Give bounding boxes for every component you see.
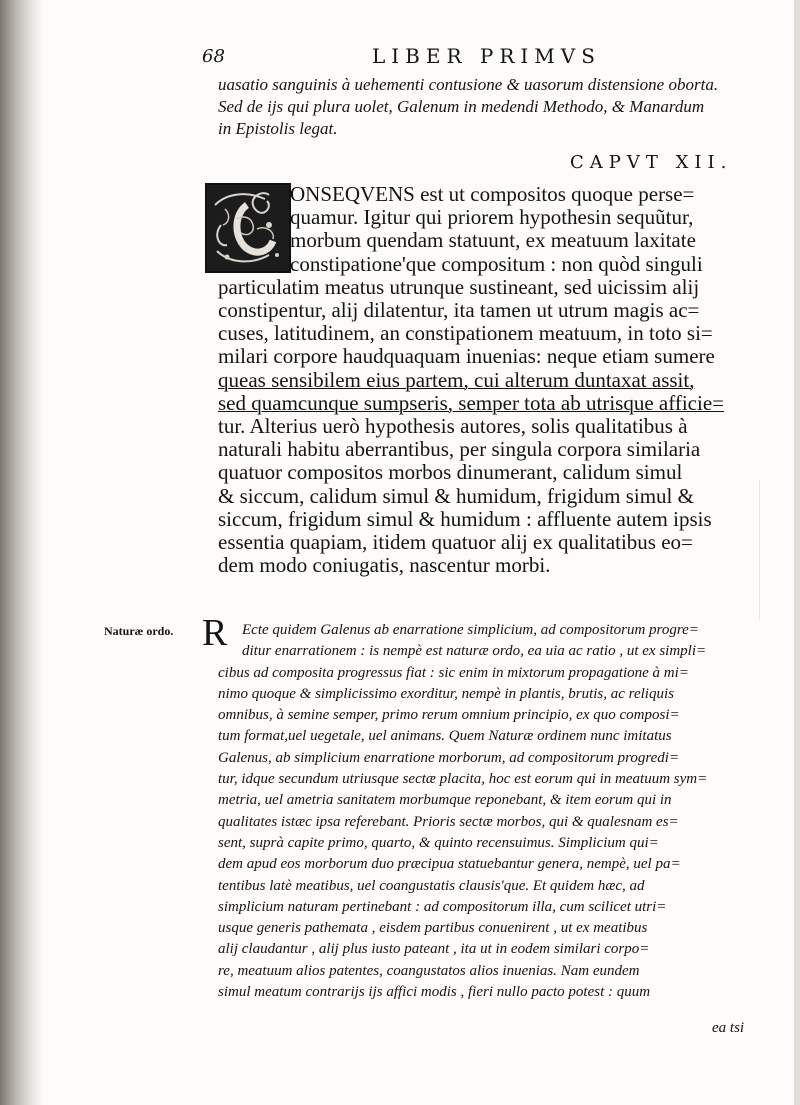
catchword: ea tsi bbox=[712, 1020, 745, 1036]
text-line: simul meatum contrarijs ijs affici modis , fieri nullo pacto potest : quum bbox=[218, 984, 651, 1001]
commentary-initial: R bbox=[202, 612, 228, 654]
text-line: cuses, latitudinem, an constipationem meatuum, in toto si= bbox=[218, 321, 713, 346]
text-line: nimo quoque & simplicissimo exorditur, nempè in plantis, brutis, ac reliquis bbox=[218, 685, 674, 702]
text-line: ONSEQVENS est ut compositos quoque perse= bbox=[290, 182, 695, 206]
underlined-text-line: queas sensibilem eius partem, cui alterum duntaxat assit, bbox=[218, 367, 695, 392]
text-line: sent, suprà capite primo, quarto, & quinto recensuimus. Simplicium qui= bbox=[218, 834, 659, 851]
show-through-shadow bbox=[120, 1040, 760, 1080]
text-line: Ecte quidem Galenus ab enarratione simplicium, ad compositorum progre= bbox=[242, 622, 699, 638]
page-header bbox=[0, 44, 800, 70]
text-line: tum format,uel uegetale, uel animans. Quem Naturæ ordinem nunc imitatus bbox=[218, 728, 672, 745]
text-line: simplicium naturam pertinebant : ad compositorum illa, cum scilicet utri= bbox=[218, 898, 667, 915]
binding-fold-shadow bbox=[0, 0, 42, 1105]
text-line: omnibus, à semine semper, primo rerum omnium principio, ex quo composi= bbox=[218, 707, 680, 724]
text-line: ditur enarrationem : is nempè est naturæ ordo, ea uia ac ratio , ut ex simpli= bbox=[242, 643, 707, 660]
text-line: in Epistolis legat. bbox=[218, 119, 338, 138]
chapter-body bbox=[218, 183, 770, 577]
text-line: tentibus latè meatibus, uel coangustatis clausis'que. Et quidem hæc, ad bbox=[218, 877, 645, 894]
text-line: milari corpore haudquaquam inuenias: neque etiam sumere bbox=[218, 344, 715, 369]
page-edge bbox=[794, 0, 800, 1105]
text-line: cibus ad composita progressus fiat : sic enim in mixtorum propagatione à mi= bbox=[218, 664, 689, 681]
margin-note: Naturæ ordo. bbox=[104, 624, 174, 638]
text-line: re, meatuum alios patentes, coangustatos alios inuenias. Nam eundem bbox=[218, 962, 640, 979]
text-line: usque generis pathemata , eisdem partibus conuenirent , ut ex meatibus bbox=[218, 920, 648, 937]
text-line: uasatio sanguinis à uehementi contusione & uasorum distensione oborta. bbox=[218, 75, 719, 94]
text-line: constipentur, alij dilatentur, ita tamen ut utrum magis ac= bbox=[218, 298, 700, 323]
underlined-text-line: sed quamcunque sumpseris, semper tota ab utrisque afficie= bbox=[218, 390, 724, 415]
text-line: morbum quendam statuunt, ex meatuum laxitate bbox=[290, 228, 696, 253]
text-line: quamur. Igitur qui priorem hypothesin sequũtur, bbox=[290, 205, 694, 230]
text-line: tur, idque secundum utriusque sectæ placita, hoc est eorum qui in meatuum sym= bbox=[218, 771, 708, 788]
chapter-title: CAPVT XII. bbox=[570, 152, 733, 173]
text-line: qualitates istæc ipsa referebant. Prioris sectæ morbos, qui & qualesnam es= bbox=[218, 813, 679, 830]
commentary-body bbox=[218, 620, 758, 1003]
text-line: Galenus, ab simplicium enarratione morborum, ad compositorum progredi= bbox=[218, 749, 680, 766]
text-line: quatuor compositos morbos dinumerant, calidum simul bbox=[218, 460, 683, 485]
text-line: dem modo coniugatis, nascentur morbi. bbox=[218, 553, 551, 578]
text-line: & siccum, calidum simul & humidum, frigidum simul & bbox=[218, 483, 694, 508]
running-head: LIBER PRIMVS bbox=[372, 44, 601, 68]
text-line: particulatim meatus utrunque sustineant, sed uicissim alij bbox=[218, 274, 700, 299]
text-line: constipatione'que compositum : non quòd singuli bbox=[290, 251, 703, 276]
top-paragraph bbox=[218, 74, 758, 140]
text-line: metria, uel ametria sanitatem morbumque reponebant, & item eorum qui in bbox=[218, 792, 672, 809]
show-through-shadow bbox=[759, 480, 790, 620]
text-line: alij claudantur , alij plus iusto pateant , ita ut in eodem similari corpo= bbox=[218, 941, 650, 958]
text-line: Sed de ijs qui plura uolet, Galenum in medendi Methodo, & Manardum bbox=[218, 97, 705, 116]
text-line: dem apud eos morborum duo præcipua statuebantur genera, nempè, uel pa= bbox=[218, 856, 681, 873]
text-line: tur. Alterius uerò hypothesis autores, solis qualitatibus à bbox=[218, 414, 688, 439]
page-number: 68 bbox=[202, 46, 225, 67]
text-line: siccum, frigidum simul & humidum : affluente autem ipsis bbox=[218, 506, 712, 531]
text-line: naturali habitu aberrantibus, per singula corpora similaria bbox=[218, 437, 701, 462]
text-line: essentia quapiam, itidem quatuor alij ex qualitatibus eo= bbox=[218, 530, 693, 555]
